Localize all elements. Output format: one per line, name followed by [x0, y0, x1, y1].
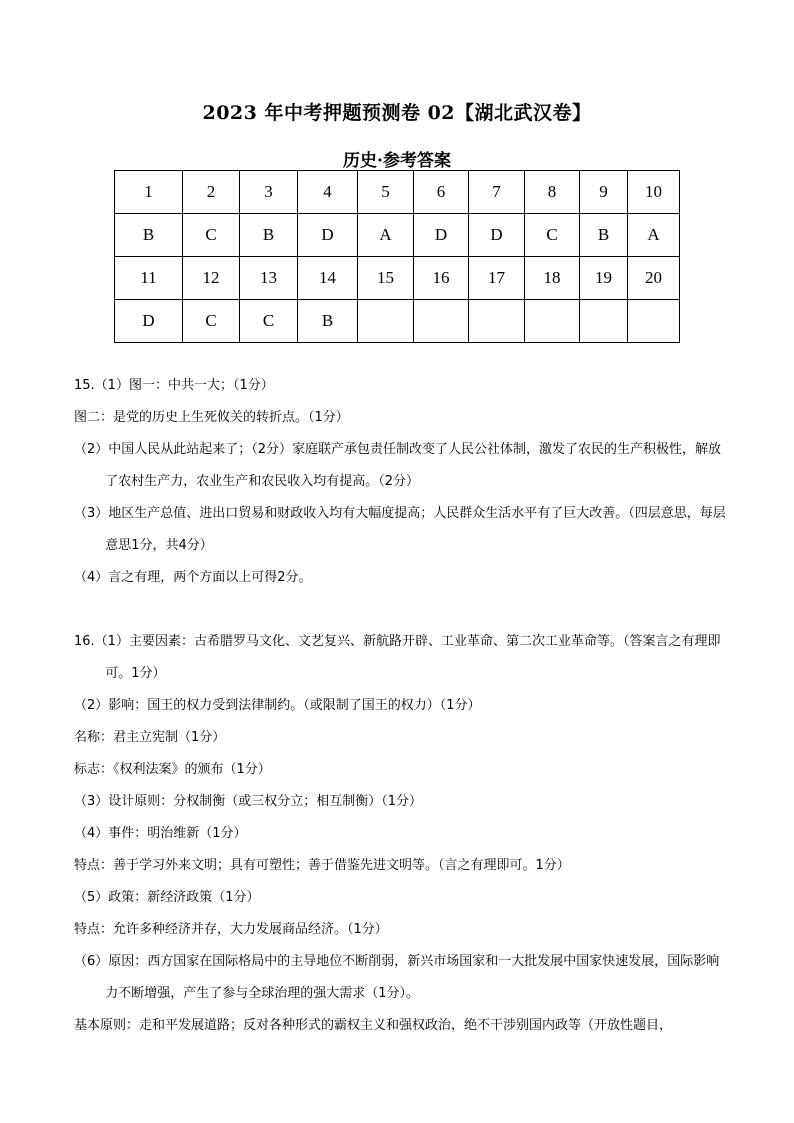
table-cell: 12	[183, 257, 240, 300]
answer-line: 特点：允许多种经济并存，大力发展商品经济。（1分）	[74, 922, 388, 937]
table-row-answers-1	[115, 214, 680, 257]
question-15-answers	[74, 370, 730, 594]
table-cell: 1	[115, 171, 183, 214]
answer-line: 标志：《权利法案》的颁布（1分）	[74, 762, 271, 777]
table-cell: B	[298, 300, 358, 343]
table-row-question-numbers-1	[115, 171, 680, 214]
table-cell: 18	[525, 257, 580, 300]
table-cell: 16	[414, 257, 469, 300]
answer-line: 15.（1）图一：中共一大；（1分）	[74, 378, 274, 393]
table-cell: 2	[183, 171, 240, 214]
answer-explanations	[74, 370, 730, 1042]
answer-line: 基本原则：走和平发展道路；反对各种形式的霸权主义和强权政治，绝不干涉别国内政等（开放性题目，	[74, 1018, 673, 1033]
table-cell	[628, 300, 680, 343]
table-cell: 20	[628, 257, 680, 300]
table-cell: 6	[414, 171, 469, 214]
table-cell: D	[298, 214, 358, 257]
answer-line: （2）影响：国王的权力受到法律制约。（或限制了国王的权力）（1分）	[74, 698, 481, 713]
answer-line: 名称：君主立宪制（1分）	[74, 730, 226, 745]
table-cell: A	[628, 214, 680, 257]
table-cell	[414, 300, 469, 343]
table-cell: 5	[358, 171, 414, 214]
table-cell: 8	[525, 171, 580, 214]
section-gap	[74, 594, 730, 626]
table-cell: D	[414, 214, 469, 257]
answer-line: 16.（1）主要因素：古希腊罗马文化、文艺复兴、新航路开辟、工业革命、第二次工业革命等。（答案言之有理即可。1分）	[74, 634, 721, 681]
table-cell: C	[240, 300, 298, 343]
table-cell: A	[358, 214, 414, 257]
table-cell	[525, 300, 580, 343]
table-cell	[469, 300, 525, 343]
table-cell: 9	[580, 171, 628, 214]
table-cell: 17	[469, 257, 525, 300]
page-title: 2023 年中考押题预测卷 02【湖北武汉卷】	[202, 102, 592, 124]
table-cell: 13	[240, 257, 298, 300]
answer-line: （3）设计原则：分权制衡（或三权分立；相互制衡）（1分）	[74, 794, 423, 809]
table-cell: 3	[240, 171, 298, 214]
answer-table	[114, 170, 680, 343]
table-cell: 4	[298, 171, 358, 214]
answer-line: 图二：是党的历史上生死攸关的转折点。（1分）	[74, 410, 349, 425]
table-cell: B	[115, 214, 183, 257]
table-cell	[358, 300, 414, 343]
answer-line: （2）中国人民从此站起来了；（2分）家庭联产承包责任制改变了人民公社体制，激发了农民的生产积极性，解放了农村生产力，农业生产和农民收入均有提高。（2分）	[74, 442, 722, 489]
table-cell	[580, 300, 628, 343]
table-cell: 19	[580, 257, 628, 300]
table-row-question-numbers-2	[115, 257, 680, 300]
table-cell: C	[183, 214, 240, 257]
table-cell: D	[469, 214, 525, 257]
table-cell: B	[580, 214, 628, 257]
table-row-answers-2	[115, 300, 680, 343]
answer-line: 特点：善于学习外来文明；具有可塑性；善于借鉴先进文明等。（言之有理即可。1分）	[74, 858, 570, 873]
table-cell: C	[525, 214, 580, 257]
table-cell: C	[183, 300, 240, 343]
question-16-answers	[74, 626, 730, 1042]
table-cell: 15	[358, 257, 414, 300]
answer-line: （6）原因：西方国家在国际格局中的主导地位不断削弱，新兴市场国家和一大批发展中国家快速发展，国际影响力不断增强，产生了参与全球治理的强大需求（1分）。	[74, 954, 720, 1001]
table-cell: 14	[298, 257, 358, 300]
table-cell: 7	[469, 171, 525, 214]
answer-line: （4）言之有理，两个方面以上可得2分。	[74, 570, 312, 585]
answer-line: （5）政策：新经济政策（1分）	[74, 890, 260, 905]
table-cell: 10	[628, 171, 680, 214]
answer-line: （4）事件：明治维新（1分）	[74, 826, 247, 841]
table-cell: D	[115, 300, 183, 343]
answer-line: （3）地区生产总值、进出口贸易和财政收入均有大幅度提高；人民群众生活水平有了巨大改善。（四层意思，每层意思1分，共4分）	[74, 506, 726, 553]
page-subtitle: 历史·参考答案	[343, 151, 451, 171]
table-cell: B	[240, 214, 298, 257]
table-cell: 11	[115, 257, 183, 300]
